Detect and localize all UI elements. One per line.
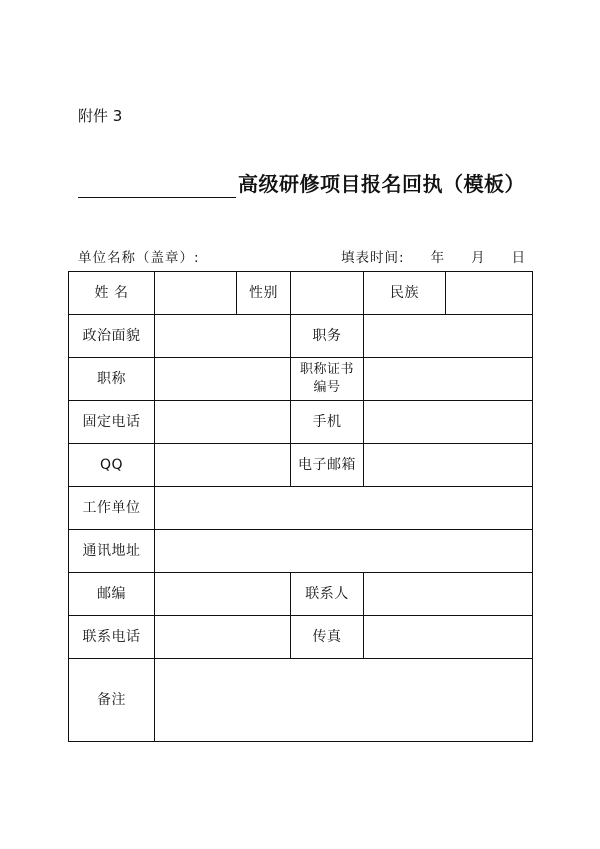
annex-label: 附件 3 xyxy=(78,107,123,125)
contact-person-label: 联系人 xyxy=(291,573,364,616)
mobile-cell[interactable] xyxy=(364,401,533,444)
table-row xyxy=(69,401,533,444)
title-row xyxy=(78,168,525,198)
fill-time-label: 填表时间: xyxy=(341,250,405,266)
table-row xyxy=(69,659,533,742)
unit-name-label: 单位名称（盖章）: xyxy=(78,250,200,266)
table-row xyxy=(69,272,533,315)
remarks-label: 备注 xyxy=(69,659,155,742)
address-cell[interactable] xyxy=(155,530,533,573)
contact-phone-cell[interactable] xyxy=(155,616,291,659)
table-row xyxy=(69,616,533,659)
registration-form-table xyxy=(68,271,533,742)
email-label: 电子邮箱 xyxy=(291,444,364,487)
cert-no-label xyxy=(291,358,364,401)
postcode-cell[interactable] xyxy=(155,573,291,616)
postcode-label: 邮编 xyxy=(69,573,155,616)
landline-cell[interactable] xyxy=(155,401,291,444)
ethnicity-cell[interactable] xyxy=(446,272,533,315)
work-unit-cell[interactable] xyxy=(155,487,533,530)
ethnicity-label: 民族 xyxy=(364,272,446,315)
remarks-cell[interactable] xyxy=(155,659,533,742)
cert-no-label-line2: 编号 xyxy=(313,380,341,395)
position-cell[interactable] xyxy=(364,315,533,358)
mobile-label: 手机 xyxy=(291,401,364,444)
day-label: 日 xyxy=(511,250,527,266)
year-label: 年 xyxy=(430,250,446,266)
table-row xyxy=(69,315,533,358)
title-label: 职称 xyxy=(69,358,155,401)
cert-no-cell[interactable] xyxy=(364,358,533,401)
political-status-label: 政治面貌 xyxy=(69,315,155,358)
landline-label: 固定电话 xyxy=(69,401,155,444)
gender-label: 性别 xyxy=(237,272,291,315)
table-row xyxy=(69,573,533,616)
email-cell[interactable] xyxy=(364,444,533,487)
qq-cell[interactable] xyxy=(155,444,291,487)
page-title: 高级研修项目报名回执（模板） xyxy=(238,172,525,196)
political-status-cell[interactable] xyxy=(155,315,291,358)
fill-time xyxy=(341,246,526,266)
name-cell[interactable] xyxy=(155,272,237,315)
work-unit-label: 工作单位 xyxy=(69,487,155,530)
table-row xyxy=(69,487,533,530)
month-label: 月 xyxy=(471,250,486,266)
qq-label: QQ xyxy=(69,444,155,487)
table-row xyxy=(69,444,533,487)
address-label: 通讯地址 xyxy=(69,530,155,573)
contact-person-cell[interactable] xyxy=(364,573,533,616)
table-row xyxy=(69,530,533,573)
fax-label: 传真 xyxy=(291,616,364,659)
gender-cell[interactable] xyxy=(291,272,364,315)
fax-cell[interactable] xyxy=(364,616,533,659)
cert-no-label-line1: 职称证书 xyxy=(299,362,354,377)
position-label: 职务 xyxy=(291,315,364,358)
name-label: 姓 名 xyxy=(69,272,155,315)
contact-phone-label: 联系电话 xyxy=(69,616,155,659)
title-blank-line xyxy=(78,175,236,198)
title-cell[interactable] xyxy=(155,358,291,401)
table-row xyxy=(69,358,533,401)
